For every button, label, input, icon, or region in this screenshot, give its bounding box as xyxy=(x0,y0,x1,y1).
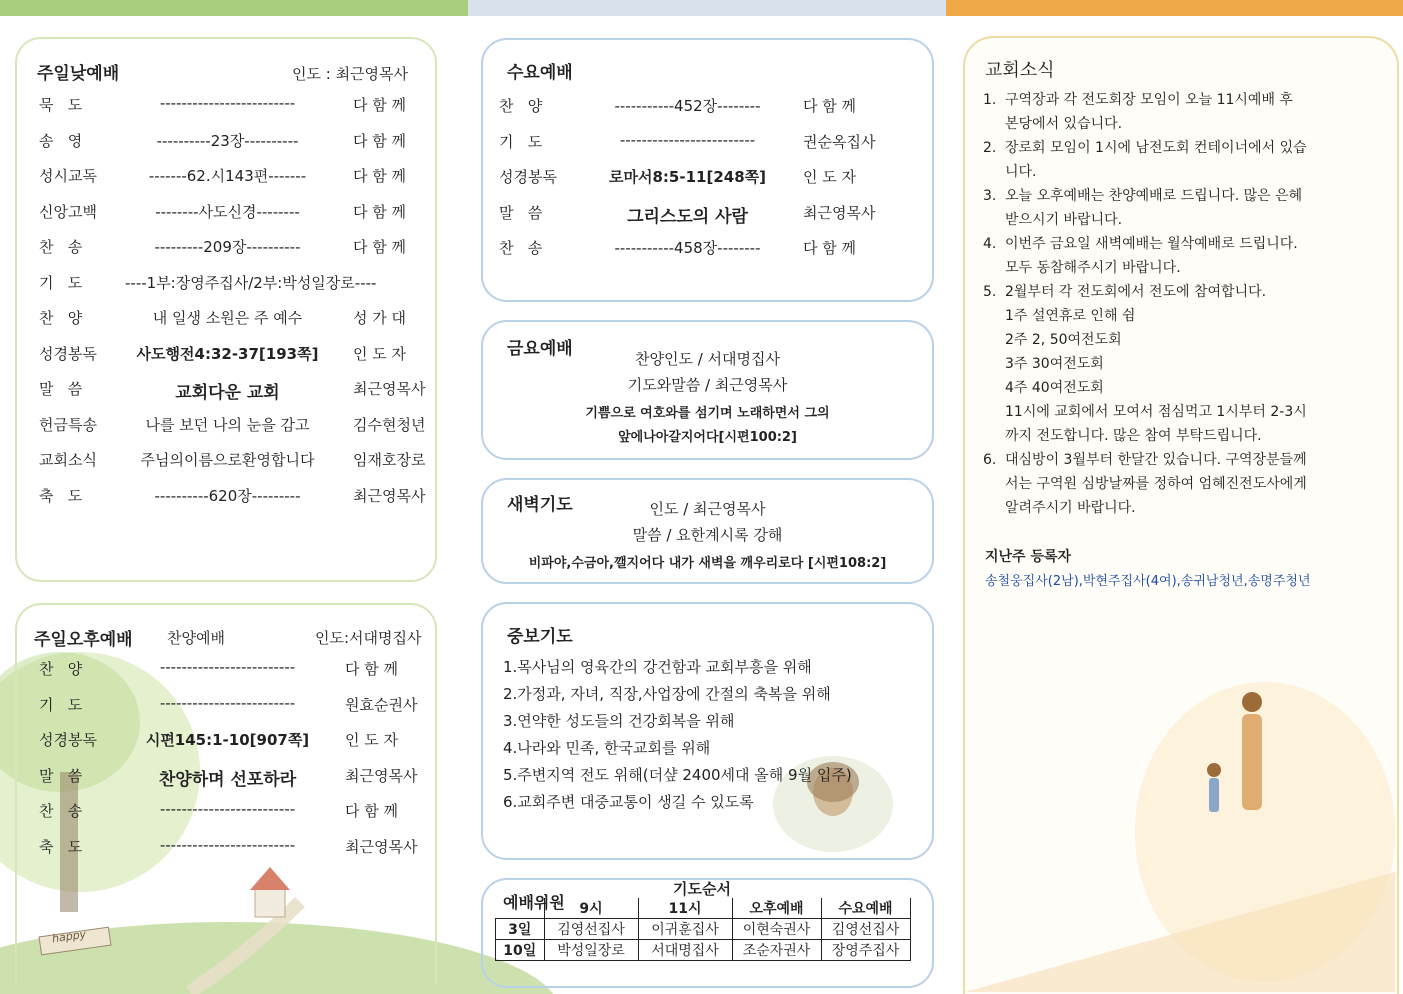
row-person: 인 도 자 xyxy=(353,344,407,363)
intercession-item-2: 2.가정과, 자녀, 직장,사업장에 간절의 축복을 위해 xyxy=(503,685,831,703)
news-item-number: 3. xyxy=(983,188,997,204)
schedule-row xyxy=(17,378,435,408)
sunday-afternoon-box xyxy=(15,603,437,985)
news-item-number: 6. xyxy=(983,452,997,468)
schedule-row xyxy=(17,449,435,479)
friday-line-4: 앞에나아갈지어다[시편100:2] xyxy=(618,430,797,445)
row-label: 송 영 xyxy=(39,131,83,150)
sunday-afternoon-title: 주일오후예배 xyxy=(34,630,133,650)
row-content: ----------23장---------- xyxy=(156,131,299,150)
friday-line-3: 기쁨으로 여호와를 섬기며 노래하면서 그의 xyxy=(585,406,830,421)
intercession-item-1: 1.목사님의 영육간의 강건함과 교회부흥을 위해 xyxy=(503,658,812,676)
row-label: 찬 송 xyxy=(39,238,83,256)
row-label: 말 씀 xyxy=(39,766,83,785)
row-label: 축 도 xyxy=(39,486,83,505)
intercession-item-5: 5.주변지역 전도 위해(더샾 2400세대 올해 9월 입주) xyxy=(503,766,852,784)
col-11am: 11시 xyxy=(638,898,732,919)
schedule-row xyxy=(17,836,435,866)
row-content: 로마서8:5-11[248쪽] xyxy=(609,168,766,186)
dawn-line-2: 말씀 / 요한계시록 강해 xyxy=(632,526,783,544)
row-content: ------------------------- xyxy=(159,800,296,818)
row-content: -----------458장-------- xyxy=(614,239,761,257)
row-content: 그리스도의 사람 xyxy=(627,206,748,227)
news-item-line: 서는 구역원 심방날짜를 정하여 엄혜진전도사에게 xyxy=(1005,476,1307,492)
row-person: 최근영목사 xyxy=(345,766,418,785)
wednesday-title: 수요예배 xyxy=(507,63,573,83)
news-item-line: 1주 설연휴로 인해 쉼 xyxy=(1005,308,1136,324)
row-person: 다 함 께 xyxy=(803,239,857,257)
news-item-line: 4주 40여전도회 xyxy=(1005,380,1104,396)
row-date: 10일 xyxy=(496,940,545,961)
sunday-morning-title: 주일낮예배 xyxy=(37,64,120,84)
news-title: 교회소식 xyxy=(985,60,1055,81)
row-label: 성경봉독 xyxy=(39,344,97,363)
schedule-row xyxy=(17,414,435,444)
table-cell: 김영선집사 xyxy=(544,919,638,940)
newcomers-list: 송철웅집사(2남),박현주집사(4여),송귀남청년,송명주청년 xyxy=(985,574,1311,589)
schedule-row xyxy=(17,272,435,302)
row-person: 다 함 께 xyxy=(353,202,407,221)
news-item-number: 5. xyxy=(983,284,997,300)
row-label: 기 도 xyxy=(39,273,83,292)
wednesday-box xyxy=(481,38,934,302)
schedule-row xyxy=(483,202,932,232)
schedule-row xyxy=(17,765,435,795)
row-label: 찬 양 xyxy=(39,660,83,678)
schedule-row xyxy=(483,131,932,161)
row-label: 찬 양 xyxy=(499,97,543,115)
row-content: ----1부:장영주집사/2부:박성일장로---- xyxy=(125,273,377,292)
schedule-row xyxy=(17,201,435,231)
table-row xyxy=(496,940,911,961)
friday-title: 금요예배 xyxy=(507,339,573,359)
news-item-line: 장로회 모임이 1시에 남전도회 컨테이너에서 있습 xyxy=(1005,140,1307,156)
table-cell: 이귀훈집사 xyxy=(638,919,732,940)
top-bar-blue xyxy=(468,0,946,16)
schedule-row xyxy=(17,694,435,724)
friday-box xyxy=(481,320,934,460)
sunday-afternoon-leader: 인도:서대명집사 xyxy=(315,629,422,647)
row-content: 찬양하며 선포하라 xyxy=(158,769,297,790)
row-person: 다 함 께 xyxy=(345,660,399,678)
walking-figures-illustration xyxy=(965,572,1395,992)
row-person: 다 함 께 xyxy=(345,802,399,820)
schedule-row xyxy=(17,236,435,266)
row-label: 기 도 xyxy=(39,695,83,714)
row-content: ------------------------- xyxy=(159,94,296,112)
top-bar-green xyxy=(0,0,468,16)
schedule-row xyxy=(483,237,932,267)
schedule-row xyxy=(17,800,435,830)
row-content: ----------620장--------- xyxy=(154,486,301,505)
intercession-item-6: 6.교회주변 대중교통이 생길 수 있도록 xyxy=(503,793,754,811)
row-person: 원효순권사 xyxy=(345,695,418,714)
row-content: --------사도신경-------- xyxy=(155,202,300,221)
row-label: 말 씀 xyxy=(39,380,83,398)
row-person: 임재호장로 xyxy=(353,451,426,469)
row-content: 주님의이름으로환영합니다 xyxy=(140,451,315,469)
table-cell: 조순자권사 xyxy=(732,940,821,961)
intercession-item-4: 4.나라와 민족, 한국교회를 위해 xyxy=(503,739,711,757)
table-cell: 이현숙권사 xyxy=(732,919,821,940)
row-label: 헌금특송 xyxy=(39,415,97,434)
row-label: 찬 양 xyxy=(39,309,83,327)
col-9am: 9시 xyxy=(544,898,638,919)
row-date: 3일 xyxy=(496,919,545,940)
news-item-line: 니다. xyxy=(1005,164,1037,180)
news-item-number: 4. xyxy=(983,236,997,252)
row-person: 다 함 께 xyxy=(353,238,407,256)
row-person: 최근영목사 xyxy=(345,837,418,856)
sunday-morning-leader: 인도 : 최근영목사 xyxy=(292,65,409,83)
schedule-row xyxy=(17,165,435,195)
row-person: 최근영목사 xyxy=(803,203,876,222)
news-item-line: 받으시기 바랍니다. xyxy=(1005,212,1123,228)
table-row xyxy=(496,919,911,940)
table-cell: 김영선집사 xyxy=(821,919,910,940)
intercession-box xyxy=(481,602,934,860)
news-item-number: 2. xyxy=(983,140,997,156)
row-label: 찬 송 xyxy=(39,802,83,820)
top-bar-orange xyxy=(946,0,1403,16)
schedule-row xyxy=(17,307,435,337)
intercession-title: 중보기도 xyxy=(507,627,573,647)
friday-line-1: 찬양인도 / 서대명집사 xyxy=(634,350,780,368)
row-content: -----------452장-------- xyxy=(614,97,761,115)
row-person: 인 도 자 xyxy=(803,168,857,186)
intercession-item-3: 3.연약한 성도들의 건강회복을 위해 xyxy=(503,712,735,730)
row-content: 시편145:1-10[907쪽] xyxy=(145,731,310,749)
news-item-line: 2월부터 각 전도회에서 전도에 참여합니다. xyxy=(1005,284,1267,300)
row-content: 내 일생 소원은 주 예수 xyxy=(152,309,303,327)
row-content: 사도행전4:32-37[193쪽] xyxy=(136,344,319,363)
table-cell: 박성일장로 xyxy=(544,940,638,961)
schedule-row xyxy=(17,343,435,373)
news-item-line: 까지 전도합니다. 많은 참여 부탁드립니다. xyxy=(1005,428,1262,444)
row-label: 찬 송 xyxy=(499,239,543,257)
row-person: 다 함 께 xyxy=(353,96,407,114)
row-person: 다 함 께 xyxy=(803,97,857,115)
schedule-row xyxy=(483,166,932,196)
row-content: ------------------------- xyxy=(619,130,756,149)
row-label: 교회소식 xyxy=(39,451,97,469)
news-item-line: 11시에 교회에서 모여서 점심먹고 1시부터 2-3시 xyxy=(1005,404,1307,420)
row-person: 다 함 께 xyxy=(353,131,407,150)
table-cell: 장영주집사 xyxy=(821,940,910,961)
schedule-row xyxy=(483,95,932,125)
news-item-line: 모두 동참해주시기 바랍니다. xyxy=(1005,260,1181,276)
row-label: 축 도 xyxy=(39,837,83,856)
news-item-line: 알려주시기 바랍니다. xyxy=(1005,500,1136,516)
schedule-row xyxy=(17,729,435,759)
friday-line-2: 기도와말씀 / 최근영목사 xyxy=(627,376,788,394)
row-content: ---------209장---------- xyxy=(154,238,301,256)
row-person: 인 도 자 xyxy=(345,731,399,749)
row-person: 김수현청년 xyxy=(353,415,426,434)
row-person: 다 함 께 xyxy=(353,167,407,185)
service-staff-title: 예배위원 xyxy=(503,893,565,912)
row-person: 최근영목사 xyxy=(353,380,426,398)
sunday-morning-box xyxy=(15,37,437,582)
prayer-order-table xyxy=(495,898,911,961)
row-content: ------------------------- xyxy=(159,693,296,712)
service-staff-box xyxy=(481,878,934,988)
news-item-line: 대심방이 3월부터 한달간 있습니다. 구역장분들께 xyxy=(1005,452,1307,468)
dawn-box xyxy=(481,478,934,584)
news-item-line: 이번주 금요일 새벽예배는 월삭예배로 드립니다. xyxy=(1005,236,1298,252)
row-content: ------------------------- xyxy=(159,658,296,676)
prayer-order-title: 기도순서 xyxy=(673,880,731,898)
newcomers-title: 지난주 등록자 xyxy=(985,549,1072,565)
row-person: 권순옥집사 xyxy=(803,132,876,151)
row-content: 나를 보던 나의 눈을 감고 xyxy=(145,415,310,434)
schedule-row xyxy=(17,130,435,160)
row-content: -------62.시143편------- xyxy=(148,167,307,185)
row-label: 성경봉독 xyxy=(499,168,557,186)
schedule-row xyxy=(17,94,435,124)
row-person: 최근영목사 xyxy=(353,486,426,505)
schedule-row xyxy=(17,658,435,688)
happy-sign-text: happy xyxy=(51,927,87,946)
col-afternoon: 오후예배 xyxy=(732,898,821,919)
row-person: 성 가 대 xyxy=(353,309,407,327)
jesus-illustration xyxy=(763,744,943,864)
row-content: 교회다운 교회 xyxy=(175,383,280,403)
news-box xyxy=(963,36,1399,994)
sunday-afternoon-subtitle: 찬양예배 xyxy=(167,629,225,647)
news-item-line: 본당에서 있습니다. xyxy=(1005,116,1123,132)
news-item-line: 2주 2, 50여전도회 xyxy=(1005,332,1122,348)
dawn-line-1: 인도 / 최근영목사 xyxy=(649,500,766,518)
dawn-title: 새벽기도 xyxy=(507,495,573,515)
news-item-line: 오늘 오후예배는 찬양예배로 드립니다. 많은 은혜 xyxy=(1005,188,1303,204)
news-item-line: 3주 30여전도회 xyxy=(1005,356,1104,372)
schedule-row xyxy=(17,485,435,515)
row-label: 묵 도 xyxy=(39,96,83,114)
news-item-number: 1. xyxy=(983,92,997,108)
col-wednesday: 수요예배 xyxy=(821,898,910,919)
table-cell: 서대명집사 xyxy=(638,940,732,961)
row-content: ------------------------- xyxy=(159,835,296,854)
news-item-line: 구역장과 각 전도회장 모임이 오늘 11시예배 후 xyxy=(1005,92,1293,108)
row-label: 말 씀 xyxy=(499,203,543,222)
row-label: 성경봉독 xyxy=(39,731,97,749)
row-label: 신앙고백 xyxy=(39,202,97,221)
row-label: 기 도 xyxy=(499,132,543,151)
row-label: 성시교독 xyxy=(39,167,97,185)
dawn-line-3: 비파야,수금아,깰지어다 내가 새벽을 깨우리로다 [시편108:2] xyxy=(528,556,887,571)
